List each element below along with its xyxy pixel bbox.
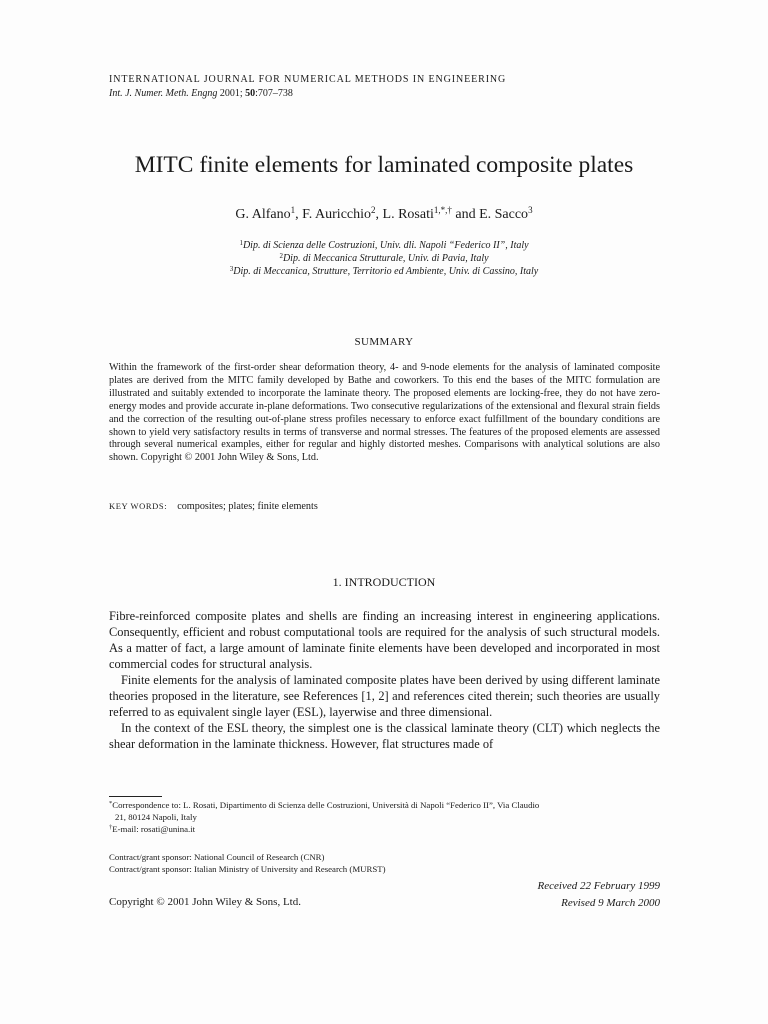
author-affiliation-marker: 1 xyxy=(290,205,296,215)
footnote-correspondence xyxy=(109,800,669,812)
author-affiliation-marker: 2 xyxy=(371,205,376,215)
footnote-email xyxy=(109,824,669,836)
revised-date: Revised 9 March 2000 xyxy=(561,897,660,909)
keywords-value: composites; plates; finite elements xyxy=(177,501,318,512)
author-list xyxy=(0,206,768,224)
citation-volume: 50 xyxy=(245,88,256,99)
body-text xyxy=(109,608,660,752)
received-date: Received 22 February 1999 xyxy=(537,880,660,892)
author-separator: , xyxy=(295,207,303,222)
received-dates xyxy=(538,878,660,912)
footnote-marker: † xyxy=(109,823,113,831)
footnote-text: Correspondence to: L. Rosati, Dipartimento di Scienza delle Costruzioni, Università di Napoli “Federico II”, Via Claudio xyxy=(112,800,540,810)
grant-sponsor-line: Contract/grant sponsor: National Council of Research (CNR) xyxy=(109,852,325,862)
affiliation-marker: 2 xyxy=(279,252,283,260)
journal-citation xyxy=(109,87,293,100)
affiliation-text: Dip. di Meccanica Strutturale, Univ. di Pavia, Italy xyxy=(282,253,489,264)
footnote-text: E-mail: rosati@unina.it xyxy=(112,823,196,834)
paragraph: In the context of the ESL theory, the simplest one is the classical laminate theory (CLT) which neglects the shear deformation in the laminate thickness. However, flat structures made of xyxy=(109,721,660,751)
section-heading: 1. INTRODUCTION xyxy=(332,575,436,589)
affiliation xyxy=(0,252,768,265)
author-separator: and xyxy=(451,207,480,222)
citation-pages: :707–738 xyxy=(255,88,293,99)
author-name: G. Alfano xyxy=(235,207,291,222)
abstract-text: Within the framework of the first-order shear deformation theory, 4- and 9-node elements for the analysis of laminated composite plates are derived from the MITC family developed by Bathe and coworkers. To this end the bases of the MITC formulation are illustrated and suitably extended to incorporate the laminate theory. The proposed elements are locking-free, they do not have zero-energy modes and provide accurate in-plane deformations. Two consecutive regularizations of the extensional and flexural strain fields and the correction of the resulting out-of-plane stress profiles necessary to enforce exact fulfillment of the boundary conditions are shown to yield very satisfactory results in terms of transverse and normal stresses. The features of the proposed elements are assessed through several numerical examples, either for regular and highly distorted meshes. Comparisons with analytical solutions are also shown. Copyright © 2001 John Wiley & Sons, Ltd. xyxy=(109,362,660,464)
author-separator: , xyxy=(375,207,383,222)
citation-year: 2001; xyxy=(217,88,246,99)
affiliation-marker: 3 xyxy=(229,265,234,273)
author-name: F. Auricchio xyxy=(302,207,372,222)
author-affiliation-marker: 3 xyxy=(528,205,533,215)
affiliation-marker: 1 xyxy=(239,239,243,247)
footnote-divider xyxy=(109,796,162,797)
affiliation xyxy=(0,265,768,278)
paragraph: Finite elements for the analysis of laminated composite plates have been derived by using different laminate theories proposed in the literature, see References [1, 2] and references cited therein; such theories are usually referred to as equivalent single layer (ESL), layerwise and three dimensional. xyxy=(109,673,660,719)
grant-sponsor-line: Contract/grant sponsor: Italian Ministry of University and Research (MURST) xyxy=(109,864,386,874)
keywords xyxy=(109,500,318,513)
copyright-footer: Copyright © 2001 John Wiley & Sons, Ltd. xyxy=(109,896,301,908)
journal-name: INTERNATIONAL JOURNAL FOR NUMERICAL METHODS IN ENGINEERING xyxy=(109,74,507,85)
footnote-marker: * xyxy=(109,800,113,807)
affiliation xyxy=(0,239,768,252)
summary-heading: SUMMARY xyxy=(354,336,414,348)
paragraph: Fibre-reinforced composite plates and shells are finding an increasing interest in engineering applications. Consequently, efficient and robust computational tools are required for the analysis of such structural models. As a matter of fact, a large amount of laminate finite elements have been developed and incorporated in most commercial codes for structural analysis. xyxy=(109,609,660,671)
affiliation-text: Dip. di Scienza delle Costruzioni, Univ. dli. Napoli “Federico II”, Italy xyxy=(242,240,529,251)
author-name: E. Sacco xyxy=(479,207,529,222)
author-name: L. Rosati xyxy=(382,207,434,222)
footnotes xyxy=(109,800,669,835)
keywords-label: KEY WORDS: xyxy=(109,501,168,511)
citation-abbrev: Int. J. Numer. Meth. Engng xyxy=(109,88,218,99)
footnote-continuation: 21, 80124 Napoli, Italy xyxy=(115,811,197,822)
affiliation-text: Dip. di Meccanica, Strutture, Territorio ed Ambiente, Univ. di Cassino, Italy xyxy=(233,266,539,277)
affiliation-list xyxy=(0,239,768,278)
paper-title: MITC finite elements for laminated composite plates xyxy=(134,152,634,178)
author-affiliation-marker: 1,*,† xyxy=(433,205,452,215)
grant-sponsors xyxy=(109,851,386,875)
